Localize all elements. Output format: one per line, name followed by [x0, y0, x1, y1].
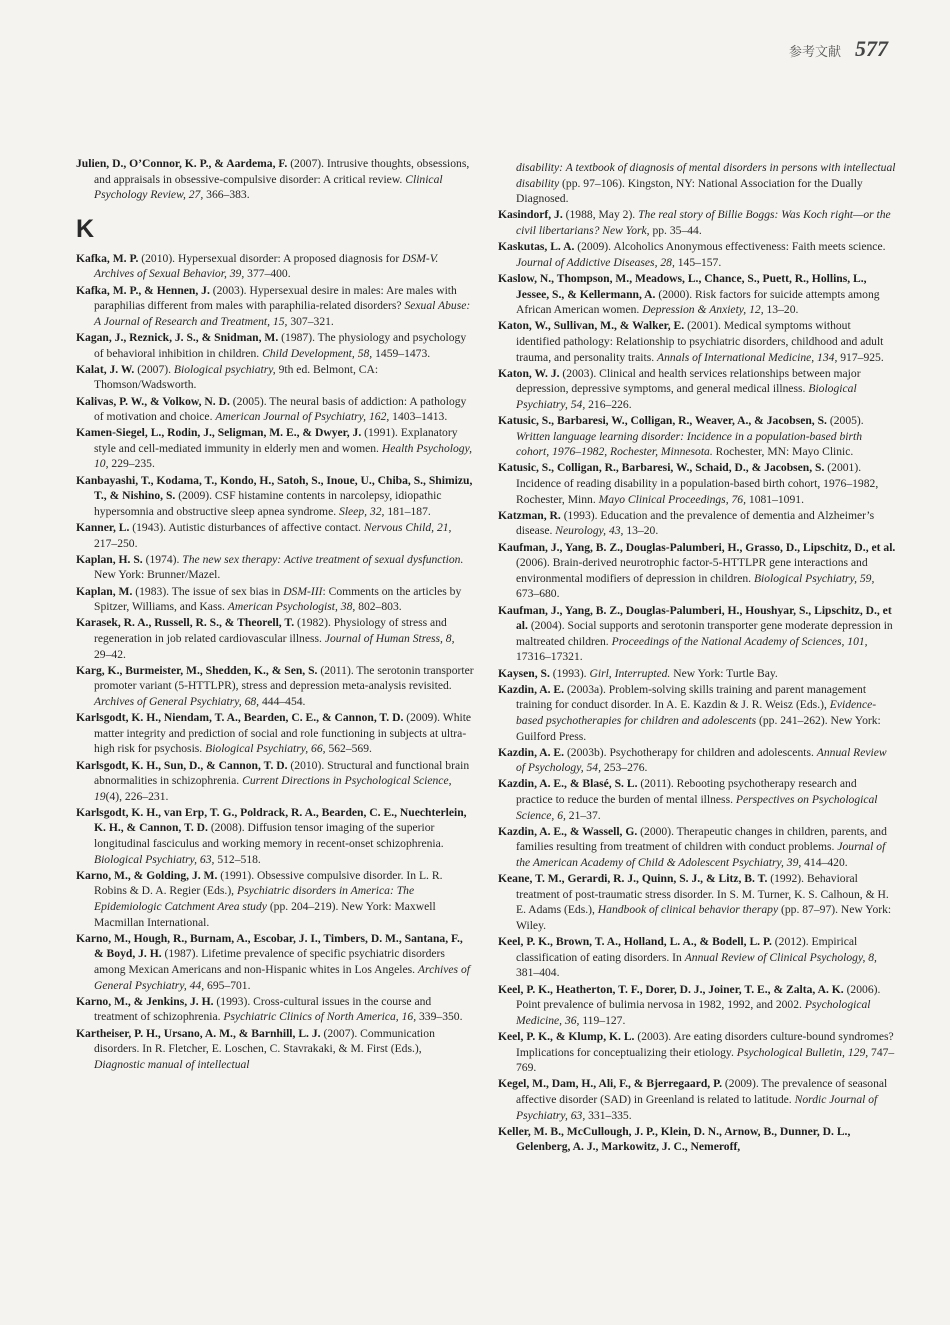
reference-text: (2009). Alcoholics Anonymous effectiveness: Faith meets science.	[574, 240, 886, 254]
reference-entry	[498, 934, 896, 981]
reference-source: Journal of Addictive Diseases, 28,	[516, 255, 675, 269]
reference-authors: Karlsgodt, K. H., Sun, D., & Cannon, T. D.	[76, 758, 288, 772]
reference-authors: Kaplan, M.	[76, 584, 133, 598]
reference-text: (2012). Empirical classification of eating disorders. In	[516, 935, 858, 964]
reference-source: Perspectives on Psychological Science, 6,	[516, 793, 878, 822]
reference-authors: Kazdin, A. E.	[498, 745, 565, 759]
reference-text: 229–235.	[108, 457, 155, 471]
reference-text: (2009). CSF histamine contents in narcolepsy, idiopathic hypersomnia and obstructive sleep apnea syndrome.	[94, 489, 442, 518]
reference-text: (2010). Structural and functional brain abnormalities in schizophrenia.	[94, 758, 470, 788]
reference-source: Journal of the American Academy of Child & Adolescent Psychiatry, 39,	[516, 840, 886, 870]
reference-entry	[498, 460, 896, 507]
reference-entry	[76, 362, 474, 393]
reference-entry	[498, 776, 896, 823]
reference-source: Evidence-based psychotherapies for children and adolescents	[516, 698, 877, 727]
reference-text: (2009). White matter integrity and prediction of social and role functioning in subjects at ultra-high risk for psychosis.	[94, 711, 472, 756]
reference-source: Mayo Clinical Proceedings, 76,	[598, 492, 746, 506]
reference-entry	[498, 239, 896, 270]
page-number: 577	[855, 36, 888, 61]
reference-text: 17316–17321.	[516, 650, 583, 664]
reference-text: 747–769.	[516, 1045, 895, 1075]
reference-entry	[498, 824, 896, 871]
reference-source: Biological psychiatry,	[173, 362, 276, 376]
reference-continuation	[498, 160, 896, 207]
reference-authors: Keane, T. M., Gerardi, R. J., Quinn, S. J., & Litz, B. T.	[498, 872, 768, 886]
reference-text: (1943). Autistic disturbances of affective contact.	[129, 521, 364, 535]
reference-authors: Kalivas, P. W., & Volkow, N. D.	[76, 394, 230, 408]
reference-source: Psychological Bulletin, 129,	[736, 1045, 869, 1059]
reference-source: The real story of Billie Boggs: Was Koch right—or the civil libertarians? New York,	[516, 208, 891, 237]
reference-text: 917–925.	[837, 350, 884, 364]
reference-entry	[76, 758, 474, 805]
reference-text: 21–37.	[565, 808, 601, 822]
reference-source: American Journal of Psychiatry, 162,	[215, 410, 390, 424]
reference-source: Neurology, 43,	[555, 524, 624, 538]
reference-source: The new sex therapy: Active treatment of sexual dysfunction.	[182, 552, 464, 566]
reference-entry	[76, 663, 474, 710]
reference-text: (pp. 241–262). New York: Guilford Press.	[516, 713, 881, 743]
reference-text: (1982). Physiology of stress and regeneration in job related cardiovascular illness.	[94, 616, 447, 645]
reference-entry	[498, 871, 896, 933]
reference-entry	[76, 615, 474, 662]
reference-text: 331–335.	[585, 1108, 632, 1122]
reference-text: 216–226.	[585, 397, 632, 411]
reference-text: (2000). Therapeutic changes in children, parents, and families resulting from treatment of children with conduct problems.	[516, 824, 887, 854]
reference-authors: Karasek, R. A., Russell, R. S., & Theorell, T.	[76, 616, 295, 630]
reference-source: Annual Review of Psychology, 54,	[516, 745, 887, 775]
reference-source: Annual Review of Clinical Psychology, 8,	[684, 950, 877, 964]
reference-entry	[498, 1076, 896, 1123]
reference-entry	[76, 425, 474, 472]
reference-text: (2003a). Problem-solving skills training and parent management training for conduct disorder. In A. E. Kazdin & J. R. Weisz (Eds.),	[516, 682, 867, 712]
reference-entry	[498, 508, 896, 539]
reference-entry	[76, 868, 474, 930]
reference-entry	[498, 603, 896, 665]
reference-text: 253–276.	[601, 761, 648, 775]
reference-entry	[498, 413, 896, 460]
reference-authors: Julien, D., O’Connor, K. P., & Aardema, F.	[76, 157, 288, 170]
reference-text: (2006). Point prevalence of bulimia nervosa in 1982, 1992, and 2002.	[516, 982, 881, 1012]
reference-authors: Kalat, J. W.	[76, 362, 135, 376]
reference-authors: Katusic, S., Barbaresi, W., Colligan, R., Weaver, A., & Jacobsen, S.	[498, 414, 827, 428]
reference-authors: Karno, M., Hough, R., Burnam, A., Escobar, J. I., Timbers, D. M., Santana, F., & Boyd, J. H.	[76, 931, 463, 961]
reference-entry	[76, 994, 474, 1025]
reference-authors: Kasindorf, J.	[498, 208, 563, 222]
reference-source: disability: A textbook of diagnosis of mental disorders in persons with intellectual disability	[516, 161, 896, 190]
reference-source: Psychiatric Clinics of North America, 16,	[223, 1010, 417, 1024]
reference-authors: Kafka, M. P., & Hennen, J.	[76, 283, 210, 297]
reference-text: (1983). The issue of sex bias in	[132, 584, 284, 598]
reference-text: 29–42.	[94, 647, 126, 661]
reference-text: (2000). Risk factors for suicide attempts among African American women.	[516, 287, 880, 317]
reference-authors: Karno, M., & Golding, J. M.	[76, 868, 218, 882]
reference-entry	[498, 366, 896, 413]
reference-text: (2005).	[826, 414, 864, 428]
reference-authors: Kartheiser, P. H., Ursano, A. M., & Barnhill, L. J.	[76, 1026, 321, 1040]
reference-source: Girl, Interrupted.	[589, 666, 671, 680]
reference-text: (1987). Lifetime prevalence of specific psychiatric disorders among Mexican Americans and non-Hispanic whites in Los Angeles.	[94, 947, 445, 976]
reference-text: (2001). Medical symptoms without identified pathology: Relationship to psychiatric disorders, childhood and adult trauma, and personality traits.	[516, 319, 884, 364]
reference-source: Depression & Anxiety, 12,	[642, 303, 764, 317]
reference-authors: Kaysen, S.	[498, 666, 550, 680]
reference-text: 1459–1473.	[372, 346, 431, 360]
reference-text: 307–321.	[287, 314, 334, 328]
reference-text: 444–454.	[259, 694, 306, 708]
reference-authors: Karg, K., Burmeister, M., Shedden, K., & Sen, S.	[76, 663, 318, 677]
reference-text: 695–701.	[204, 978, 251, 992]
reference-text: (2011). The serotonin transporter promoter variant (5-HTTLPR), stress and depression meta-analysis revisited.	[94, 663, 474, 693]
reference-entry	[76, 584, 474, 615]
reference-text: (1991). Explanatory style and cell-mediated immunity in elderly men and women.	[94, 426, 458, 455]
reference-authors: Kegel, M., Dam, H., Ali, F., & Bjerregaard, P.	[498, 1077, 723, 1091]
reference-authors: Katon, W., Sullivan, M., & Walker, E.	[498, 319, 685, 333]
reference-text: 145–157.	[674, 255, 722, 269]
reference-entry	[76, 283, 474, 330]
reference-entry	[76, 552, 474, 583]
reference-entry	[76, 394, 474, 425]
reference-entry	[498, 271, 896, 318]
reference-source: Sleep, 32,	[339, 504, 385, 518]
reference-text: (2004). Social supports and serotonin transporter gene moderate depression in maltreated children.	[516, 619, 893, 648]
reference-text: (1987). The physiology and psychology of behavioral inhibition in children.	[94, 330, 467, 360]
reference-text: (1974).	[142, 552, 183, 566]
reference-source: Clinical Psychology Review, 27,	[94, 172, 443, 202]
reference-text: (2003). Hypersexual desire in males: Are males with paraphilias different from males with paraphilia-related disorders?	[94, 283, 457, 313]
reference-text: New York: Turtle Bay.	[670, 666, 778, 680]
reference-source: Proceedings of the National Academy of Sciences, 101,	[611, 634, 868, 648]
reference-source: Biological Psychiatry, 59,	[753, 571, 875, 585]
reference-text: (2007). Communication disorders. In R. Fletcher, E. Loschen, C. Stavrakaki, & M. First (Eds.),	[94, 1026, 435, 1056]
reference-authors: Katusic, S., Colligan, R., Barbaresi, W., Schaid, D., & Jacobsen, S.	[498, 461, 825, 475]
reference-source: DSM-V. Archives of Sexual Behavior, 39,	[94, 251, 439, 281]
reference-entry	[76, 710, 474, 757]
reference-source: Handbook of clinical behavior therapy	[597, 903, 779, 917]
reference-text: (2007). Intrusive thoughts, obsessions, and appraisals in obsessive-compulsive disorder: A critical review.	[94, 157, 470, 186]
reference-source: Nervous Child, 21,	[363, 521, 452, 535]
reference-text: (1991). Obsessive compulsive disorder. In L. R. Robins & D. A. Regier (Eds.),	[94, 868, 443, 898]
reference-authors: Karlsgodt, K. H., van Erp, T. G., Poldrack, R. A., Bearden, C. E., Nuechterlein, K. H., & Cannon, T. D.	[76, 805, 467, 835]
reference-source: American Psychologist, 38,	[227, 600, 356, 614]
reference-text: Rochester, MN: Mayo Clinic.	[712, 445, 854, 459]
left-column	[76, 156, 474, 1073]
reference-authors: Karno, M., & Jenkins, J. H.	[76, 994, 214, 1008]
reference-authors: Kamen-Siegel, L., Rodin, J., Seligman, M. E., & Dwyer, J.	[76, 426, 362, 440]
reference-entry	[498, 1124, 896, 1155]
reference-text: (pp. 87–97). New York: Wiley.	[516, 903, 892, 932]
reference-source: Biological Psychiatry, 63,	[94, 852, 215, 866]
reference-text: (2008). Diffusion tensor imaging of the superior longitudinal fasciculus and working memory in recent-onset schizophrenia.	[94, 821, 444, 851]
reference-text: (1993). Cross-cultural issues in the course and treatment of schizophrenia.	[94, 994, 432, 1024]
reference-text: (1992). Behavioral treatment of post-traumatic stress disorder. In S. M. Turner, K. S. Calhoun, & H. E. Adams (Eds.),	[516, 872, 889, 917]
reference-text: (2005). The neural basis of addiction: A pathology of motivation and choice.	[94, 394, 467, 424]
reference-source: Archives of General Psychiatry, 68,	[94, 694, 260, 708]
reference-text: (2006). Brain-derived neurotrophic factor-5-HTTLPR gene interactions and environmental modifiers of depression in children.	[516, 556, 868, 585]
reference-entry	[76, 156, 474, 203]
reference-source: Biological Psychiatry, 54,	[516, 382, 857, 411]
reference-authors: Kazdin, A. E., & Wassell, G.	[498, 824, 638, 838]
reference-authors: Kaufman, J., Yang, B. Z., Douglas-Palumberi, H., Houshyar, S., Lipschitz, D., et al.	[498, 603, 892, 633]
reference-authors: Keller, M. B., McCullough, J. P., Klein, D. N., Arnow, B., Dunner, D. L., Gelenberg, A. J., Markowitz, J. C., Nemeroff,	[498, 1124, 851, 1154]
reference-entry	[498, 745, 896, 776]
section-letter: K	[76, 214, 95, 243]
reference-source: Journal of Human Stress, 8,	[324, 631, 455, 645]
reference-source: Health Psychology, 10,	[94, 441, 472, 471]
reference-text: 9th ed. Belmont, CA: Thomson/Wadsworth.	[94, 362, 379, 392]
reference-text: 13–20.	[763, 303, 799, 317]
reference-authors: Keel, P. K., Brown, T. A., Holland, L. A., & Bodell, L. P.	[498, 935, 772, 949]
reference-text: : Comments on the articles by Spitzer, Williams, and Kass.	[94, 584, 462, 614]
reference-source: Diagnostic manual of intellectual	[94, 1057, 250, 1071]
reference-text: 673–680.	[516, 587, 560, 601]
reference-entry	[498, 207, 896, 238]
reference-authors: Kagan, J., Reznick, J. S., & Snidman, M.	[76, 330, 279, 344]
reference-text: 366–383.	[203, 188, 250, 202]
reference-source: Psychiatric disorders in America: The Epidemiologic Catchment Area study	[94, 884, 415, 914]
reference-text: 13–20.	[623, 524, 659, 538]
reference-text: 381–404.	[516, 966, 560, 980]
reference-authors: Kaskutas, L. A.	[498, 240, 575, 254]
reference-text: (1988, May 2).	[562, 208, 639, 222]
reference-authors: Kazdin, A. E.	[498, 682, 565, 696]
reference-text: (1993). Education and the prevalence of dementia and Alzheimer’s disease.	[516, 508, 875, 538]
section-title: 参考文献	[788, 45, 841, 60]
reference-text: (2003). Clinical and health services relationships between major depression, depressive symptoms, and general medical illness.	[516, 366, 861, 396]
reference-text: 562–569.	[325, 742, 372, 756]
reference-text: (2001). Incidence of reading disability in a population-based birth cohort, 1976–1982, Rochester, Minn.	[516, 461, 879, 506]
reference-authors: Katzman, R.	[498, 508, 561, 522]
reference-source: Annals of International Medicine, 134,	[657, 350, 838, 364]
reference-source: Biological Psychiatry, 66,	[205, 742, 326, 756]
reference-text: 512–518.	[214, 852, 261, 866]
reference-source: Sexual Abuse: A Journal of Research and Treatment, 15,	[94, 299, 471, 328]
reference-text: (4), 226–231.	[105, 789, 169, 803]
reference-entry	[76, 805, 474, 867]
reference-authors: Kanbayashi, T., Kodama, T., Kondo, H., Satoh, S., Inoue, U., Chiba, S., Shimizu, T., & Nishino, S.	[76, 473, 473, 503]
reference-text: 414–420.	[801, 856, 848, 870]
reference-text: New York: Brunner/Mazel.	[94, 568, 221, 582]
reference-authors: Keel, P. K., & Klump, K. L.	[498, 1029, 635, 1043]
reference-text: 1081–1091.	[746, 492, 804, 506]
reference-entry	[76, 1026, 474, 1073]
reference-authors: Karlsgodt, K. H., Niendam, T. A., Bearden, C. E., & Cannon, T. D.	[76, 711, 404, 725]
reference-text: (pp. 204–219). New York: Maxwell Macmillan International.	[94, 900, 436, 929]
reference-authors: Kaslow, N., Thompson, M., Meadows, L., Chance, S., Puett, R., Hollins, L., Jessee, S., & Kellermann, A.	[498, 271, 867, 301]
reference-authors: Keel, P. K., Heatherton, T. F., Dorer, D. J., Joiner, T. E., & Zalta, A. K.	[498, 982, 844, 996]
reference-entry	[76, 473, 474, 520]
reference-source: Psychological Medicine, 36,	[516, 998, 871, 1027]
reference-entry	[76, 330, 474, 361]
reference-text: (1993).	[549, 666, 590, 680]
reference-source: DSM-III	[283, 584, 323, 598]
reference-authors: Kanner, L.	[76, 521, 130, 535]
reference-source: Current Directions in Psychological Science, 19	[94, 774, 452, 803]
reference-text: 217–250.	[94, 536, 138, 550]
reference-text: (2010). Hypersexual disorder: A proposed diagnosis for	[138, 251, 403, 265]
reference-entry	[76, 251, 474, 282]
reference-text: 339–350.	[416, 1010, 463, 1024]
reference-entry	[498, 982, 896, 1029]
reference-text: (2011). Rebooting psychotherapy research and practice to reduce the burden of mental illness.	[516, 777, 857, 807]
reference-text: 802–803.	[355, 600, 402, 614]
reference-authors: Katon, W. J.	[498, 366, 560, 380]
right-column	[498, 160, 896, 1155]
reference-text: (2003). Are eating disorders culture-bound syndromes? Implications for conceptualizing their etiology.	[516, 1029, 894, 1059]
reference-authors: Kaplan, H. S.	[76, 552, 143, 566]
reference-source: Written language learning disorder: Incidence in a population-based birth cohort, 1976–1982, Rochester, Minnesota.	[516, 429, 863, 459]
reference-source: Child Development, 58,	[262, 346, 373, 360]
reference-text: pp. 35–44.	[649, 223, 702, 237]
reference-authors: Kafka, M. P.	[76, 251, 139, 265]
reference-authors: Kaufman, J., Yang, B. Z., Douglas-Palumberi, H., Grasso, D., Lipschitz, D., et al.	[498, 540, 896, 554]
reference-entry	[498, 540, 896, 602]
reference-text: 181–187.	[384, 504, 431, 518]
reference-text: 377–400.	[244, 267, 291, 281]
reference-entry	[498, 318, 896, 365]
page-header	[789, 36, 888, 62]
reference-entry	[498, 682, 896, 744]
reference-text: (2007).	[134, 362, 174, 376]
reference-entry	[76, 931, 474, 993]
reference-source: Nordic Journal of Psychiatry, 63,	[516, 1092, 878, 1122]
reference-text: (pp. 97–106). Kingston, NY: National Association for the Dually Diagnosed.	[516, 176, 863, 206]
reference-text: (2003b). Psychotherapy for children and adolescents.	[564, 745, 817, 759]
reference-entry	[76, 520, 474, 551]
reference-source: Archives of General Psychiatry, 44,	[94, 963, 470, 992]
reference-text: 1403–1413.	[389, 410, 448, 424]
reference-text: (2009). The prevalence of seasonal affective disorder (SAD) in Greenland is related to latitude.	[516, 1077, 888, 1106]
reference-entry	[498, 1029, 896, 1076]
reference-text: 119–127.	[579, 1013, 626, 1027]
reference-authors: Kazdin, A. E., & Blasé, S. L.	[498, 777, 638, 791]
reference-entry	[498, 666, 896, 682]
